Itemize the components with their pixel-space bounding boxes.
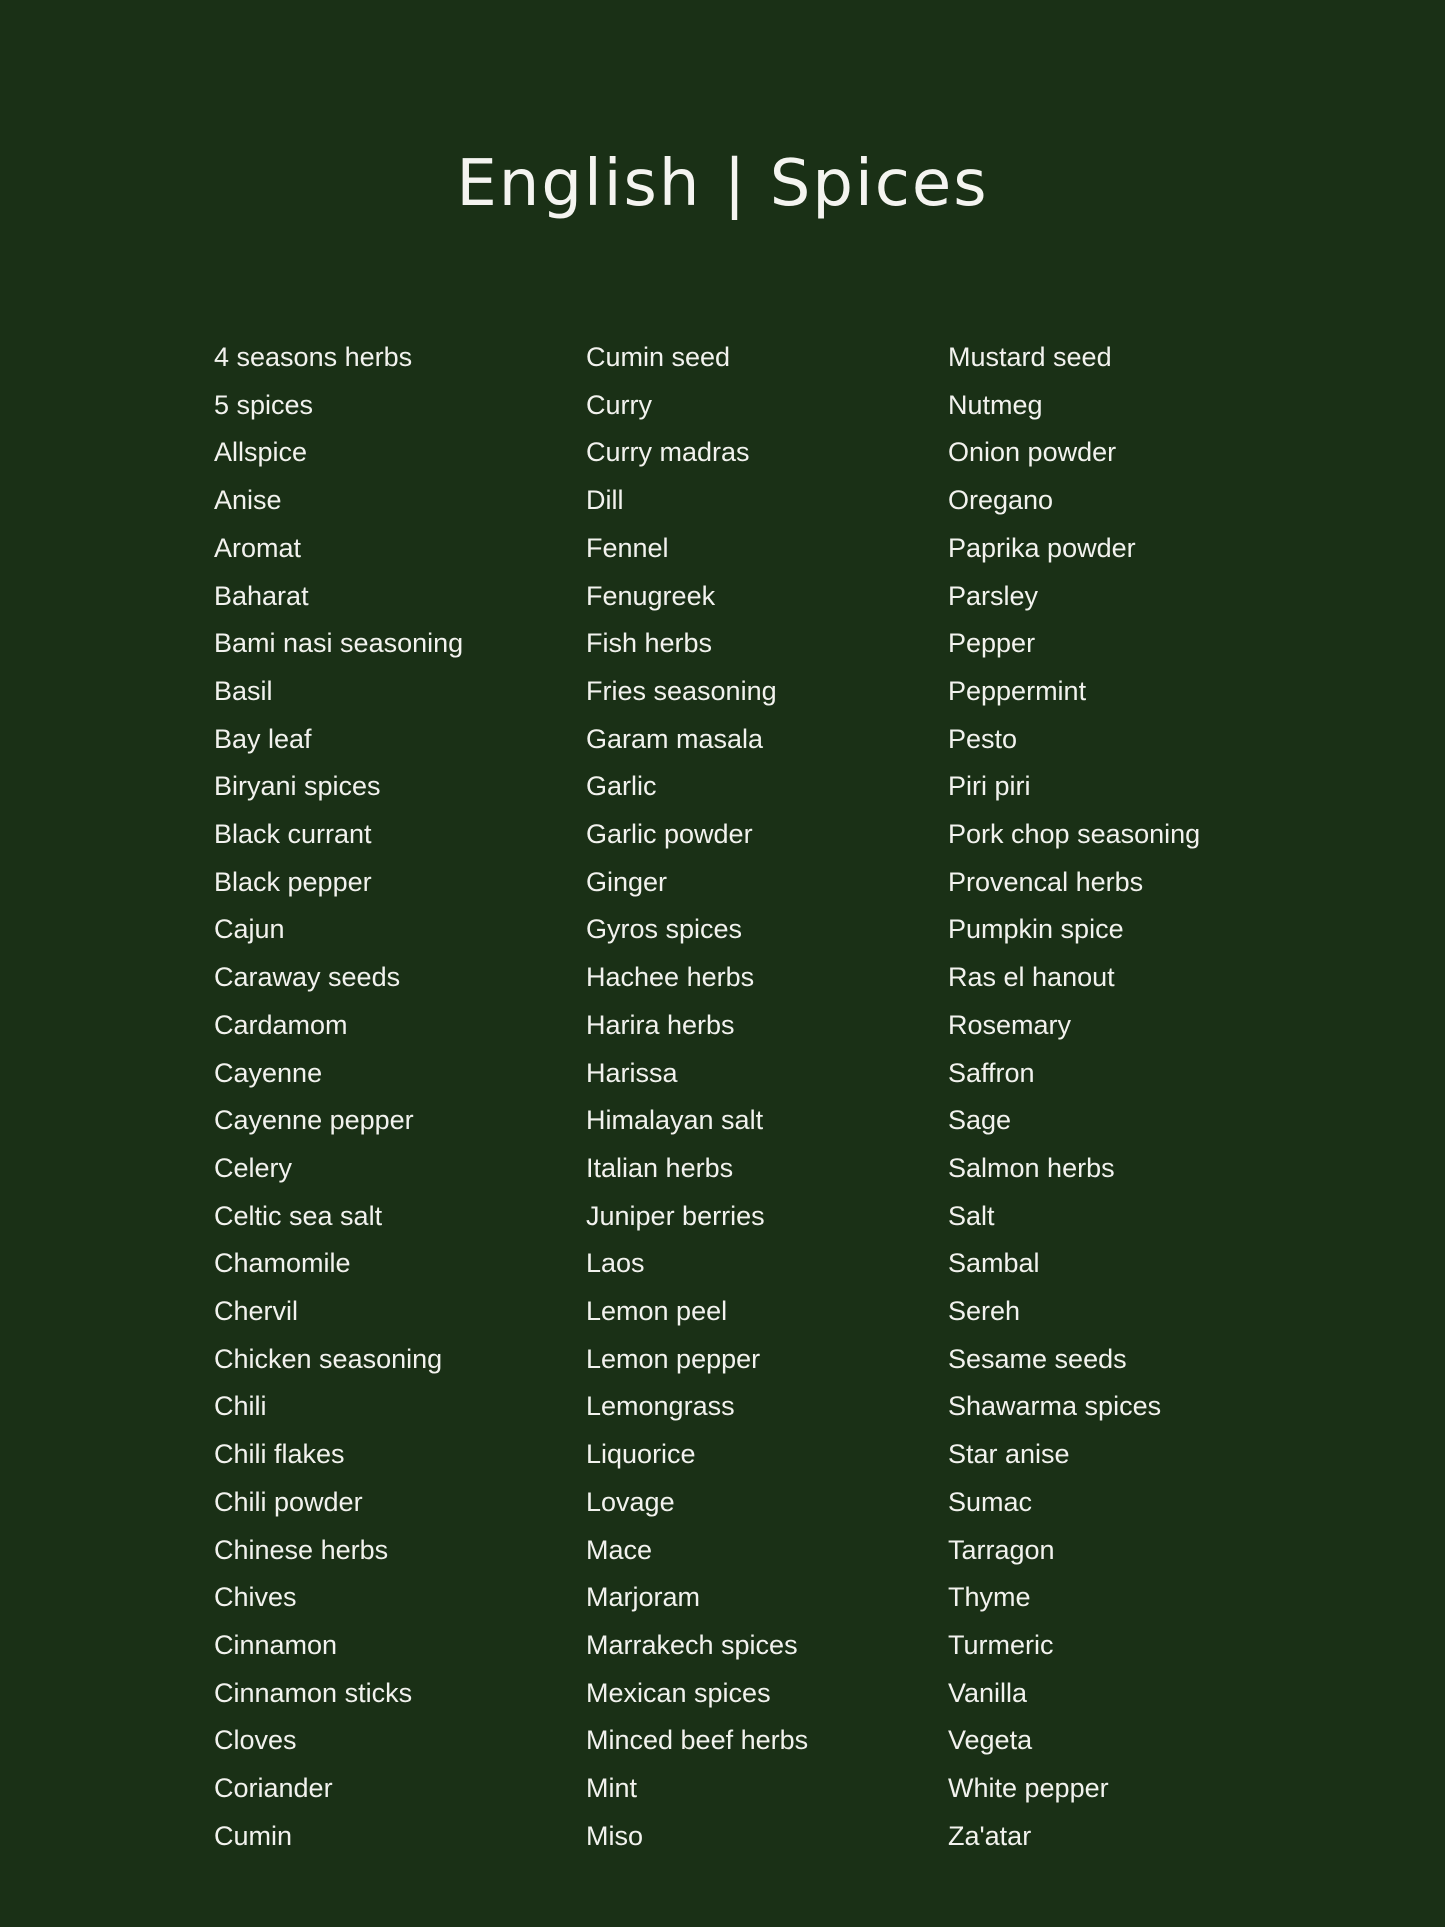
- spice-item: Nutmeg: [948, 389, 1043, 420]
- spice-item: Black currant: [214, 819, 372, 850]
- spice-item: Lovage: [586, 1486, 675, 1517]
- spice-item: Pesto: [948, 723, 1018, 754]
- spice-list-column-1: [214, 334, 463, 1861]
- spice-item: Juniper berries: [586, 1200, 765, 1231]
- spice-item: Black pepper: [214, 866, 372, 897]
- spice-item: Harira herbs: [586, 1009, 735, 1040]
- spice-item: Shawarma spices: [948, 1391, 1162, 1422]
- spice-item: Sumac: [948, 1486, 1033, 1517]
- spice-item: Cardamom: [214, 1009, 348, 1040]
- spice-item: Onion powder: [948, 437, 1117, 468]
- spice-item: White pepper: [948, 1773, 1109, 1804]
- spice-item: Chili: [214, 1391, 267, 1422]
- spice-item: Cloves: [214, 1725, 297, 1756]
- spice-item: Curry: [586, 389, 652, 420]
- spice-item: Minced beef herbs: [586, 1725, 809, 1756]
- spice-list-column-2: [586, 334, 808, 1861]
- spice-item: Miso: [586, 1820, 644, 1851]
- spice-item: Mexican spices: [586, 1677, 771, 1708]
- spice-item: Chives: [214, 1582, 297, 1613]
- spice-item: Garlic powder: [586, 819, 753, 850]
- spice-item: Peppermint: [948, 675, 1087, 706]
- spice-item: Sage: [948, 1105, 1012, 1136]
- spice-item: Biryani spices: [214, 771, 381, 802]
- spice-item: Sesame seeds: [948, 1343, 1127, 1374]
- spice-item: Himalayan salt: [586, 1105, 764, 1136]
- spice-item: Marjoram: [586, 1582, 701, 1613]
- spice-item: 5 spices: [214, 389, 314, 420]
- spice-item: Allspice: [214, 437, 308, 468]
- spice-item: Provencal herbs: [948, 866, 1144, 897]
- spice-item: Za'atar: [948, 1820, 1032, 1851]
- spice-item: Chamomile: [214, 1248, 351, 1279]
- spice-item: Dill: [586, 485, 624, 516]
- spice-item: Oregano: [948, 485, 1054, 516]
- spice-item: Cumin: [214, 1820, 293, 1851]
- spice-item: Mint: [586, 1773, 638, 1804]
- spice-item: Ginger: [586, 866, 668, 897]
- spice-item: Celtic sea salt: [214, 1200, 383, 1231]
- spice-item: Paprika powder: [948, 532, 1136, 563]
- spice-item: Pepper: [948, 628, 1036, 659]
- spice-item: Thyme: [948, 1582, 1031, 1613]
- spice-item: Vegeta: [948, 1725, 1033, 1756]
- spice-item: Chinese herbs: [214, 1534, 389, 1565]
- spice-item: Cumin seed: [586, 342, 731, 372]
- spice-item: Basil: [214, 675, 273, 706]
- spice-item: Chervil: [214, 1296, 299, 1327]
- spice-item: Hachee herbs: [586, 962, 755, 993]
- spice-item: Chicken seasoning: [214, 1343, 443, 1374]
- spice-item: Coriander: [214, 1773, 333, 1804]
- spice-item: Gyros spices: [586, 914, 743, 945]
- spice-item: Chili flakes: [214, 1439, 345, 1470]
- spice-item: Sambal: [948, 1248, 1040, 1279]
- spice-item: Cayenne pepper: [214, 1105, 414, 1136]
- spice-item: Cajun: [214, 914, 285, 945]
- spice-item: Marrakech spices: [586, 1629, 798, 1660]
- spice-item: Turmeric: [948, 1629, 1054, 1660]
- spice-item: Aromat: [214, 532, 302, 563]
- spice-item: Garam masala: [586, 723, 764, 754]
- spice-item: Salmon herbs: [948, 1152, 1115, 1183]
- spice-item: Anise: [214, 485, 282, 516]
- spice-item: Saffron: [948, 1057, 1035, 1088]
- spice-item: Fenugreek: [586, 580, 716, 611]
- spice-item: Cayenne: [214, 1057, 323, 1088]
- spice-item: Italian herbs: [586, 1152, 734, 1183]
- spice-item: Piri piri: [948, 771, 1031, 802]
- spice-item: Vanilla: [948, 1677, 1028, 1708]
- spice-item: Pork chop seasoning: [948, 819, 1201, 850]
- spice-item: Fish herbs: [586, 628, 713, 659]
- spice-item: Curry madras: [586, 437, 750, 468]
- spice-item: Parsley: [948, 580, 1039, 611]
- spice-item: Caraway seeds: [214, 962, 401, 993]
- spice-item: Mustard seed: [948, 342, 1112, 372]
- spice-item: Celery: [214, 1152, 293, 1183]
- page-title: English | Spices: [456, 147, 989, 221]
- spice-item: Pumpkin spice: [948, 914, 1124, 945]
- spice-item: Bay leaf: [214, 723, 312, 754]
- spice-item: Chili powder: [214, 1486, 363, 1517]
- spice-item: Bami nasi seasoning: [214, 628, 464, 659]
- spice-item: Fries seasoning: [586, 675, 777, 706]
- spice-item: 4 seasons herbs: [214, 342, 413, 372]
- spice-list-column-3: [948, 334, 1200, 1861]
- spice-item: Mace: [586, 1534, 653, 1565]
- spice-item: Tarragon: [948, 1534, 1055, 1565]
- spice-item: Ras el hanout: [948, 962, 1115, 993]
- spice-item: Harissa: [586, 1057, 678, 1088]
- spice-item: Laos: [586, 1248, 645, 1279]
- spice-item: Salt: [948, 1200, 995, 1231]
- spice-item: Fennel: [586, 532, 669, 563]
- spice-item: Lemon peel: [586, 1296, 728, 1327]
- spice-item: Cinnamon sticks: [214, 1677, 413, 1708]
- spice-item: Lemongrass: [586, 1391, 735, 1422]
- spice-item: Rosemary: [948, 1009, 1072, 1040]
- spice-item: Cinnamon: [214, 1629, 338, 1660]
- spice-item: Star anise: [948, 1439, 1070, 1470]
- spice-item: Garlic: [586, 771, 657, 802]
- spice-item: Sereh: [948, 1296, 1021, 1327]
- spice-item: Lemon pepper: [586, 1343, 761, 1374]
- spice-item: Baharat: [214, 580, 309, 611]
- spice-item: Liquorice: [586, 1439, 696, 1470]
